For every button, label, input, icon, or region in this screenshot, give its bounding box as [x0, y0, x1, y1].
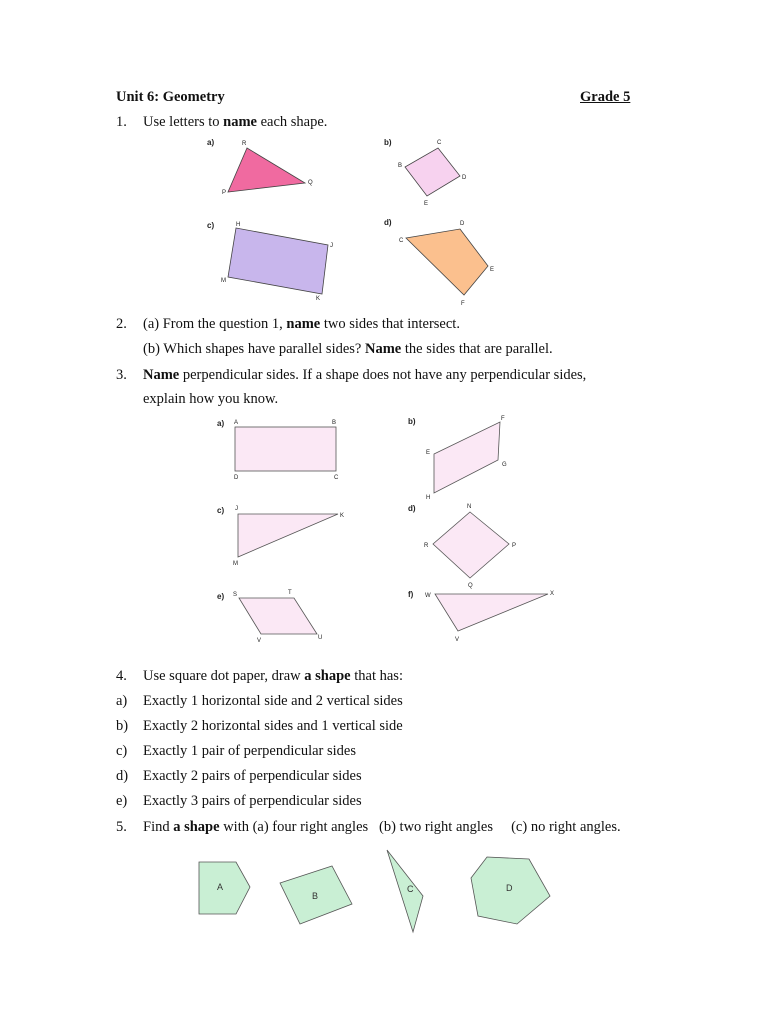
q2-number: 2.	[116, 316, 127, 332]
svg-text:E: E	[490, 267, 495, 273]
svg-text:D: D	[234, 475, 239, 481]
q1-fig-c-label: c)	[207, 221, 215, 230]
svg-text:C: C	[407, 884, 414, 894]
svg-text:P: P	[512, 543, 517, 549]
q5-text: Find a shape with (a) four right angles (b) two right angles (c) no right angles.	[143, 819, 621, 835]
svg-text:B: B	[332, 420, 337, 426]
svg-text:G: G	[502, 462, 507, 468]
q5-shape-c	[387, 850, 423, 932]
q1-number: 1.	[116, 114, 127, 130]
svg-text:U: U	[318, 635, 323, 641]
q3-shape-f	[408, 590, 554, 643]
svg-text:W: W	[425, 593, 431, 599]
q3-fig-c-label: c)	[217, 506, 225, 515]
svg-text:T: T	[288, 590, 292, 596]
svg-text:M: M	[233, 561, 238, 567]
q2-part-b: (b) Which shapes have parallel sides? Name the sides that are parallel.	[143, 341, 553, 357]
q1-fig-d-label: d)	[384, 218, 392, 227]
svg-text:R: R	[242, 141, 247, 147]
q1-text: Use letters to name each shape.	[143, 114, 328, 130]
svg-text:H: H	[236, 222, 241, 228]
q1-shape-a	[207, 138, 313, 196]
grade-label: Grade 5	[580, 89, 631, 105]
q5-shape-a	[199, 862, 250, 914]
q5-shape-b	[280, 866, 352, 924]
svg-text:D: D	[460, 221, 465, 227]
q3-shape-b	[408, 416, 507, 501]
q3-text-line2: explain how you know.	[143, 391, 279, 407]
unit-title: Unit 6: Geometry	[116, 89, 225, 105]
svg-text:D: D	[506, 883, 513, 893]
q3-figures	[212, 413, 572, 648]
q4-number: 4.	[116, 668, 127, 684]
svg-text:A: A	[234, 420, 239, 426]
svg-text:S: S	[233, 592, 238, 598]
svg-text:M: M	[221, 278, 226, 284]
svg-text:E: E	[426, 450, 431, 456]
svg-text:V: V	[257, 638, 262, 644]
svg-text:Q: Q	[308, 180, 313, 186]
svg-text:K: K	[316, 296, 321, 302]
svg-text:N: N	[467, 504, 472, 510]
q3-fig-d-label: d)	[408, 504, 416, 513]
q1-shape-c	[207, 221, 333, 302]
q3-shape-d	[408, 504, 516, 589]
q1-fig-b-label: b)	[384, 138, 392, 147]
q5-figures	[190, 844, 560, 944]
q4-text: Use square dot paper, draw a shape that has:	[143, 668, 403, 684]
svg-text:A: A	[217, 882, 224, 892]
svg-text:V: V	[455, 637, 460, 643]
q1-fig-a-label: a)	[207, 138, 215, 147]
q3-number: 3.	[116, 367, 127, 383]
svg-text:Q: Q	[468, 583, 473, 589]
svg-text:C: C	[334, 475, 339, 481]
svg-text:C: C	[399, 238, 404, 244]
q5-shape-d	[471, 857, 550, 924]
q3-text: Name perpendicular sides. If a shape does not have any perpendicular sides,	[143, 367, 587, 383]
svg-text:F: F	[461, 301, 465, 307]
svg-text:X: X	[550, 591, 555, 597]
svg-text:K: K	[340, 513, 345, 519]
svg-text:C: C	[437, 140, 442, 146]
svg-text:B: B	[398, 163, 403, 169]
svg-text:B: B	[312, 891, 319, 901]
svg-text:F: F	[501, 416, 505, 422]
svg-text:D: D	[462, 175, 467, 181]
q3-shape-a	[217, 419, 339, 481]
svg-text:J: J	[330, 243, 333, 249]
q1-figures	[200, 132, 510, 307]
svg-text:H: H	[426, 495, 431, 501]
q3-fig-a-label: a)	[217, 419, 225, 428]
q3-fig-f-label: f)	[408, 590, 414, 599]
svg-text:J: J	[235, 506, 238, 512]
q1-shape-d	[384, 218, 494, 307]
q2-part-a: (a) From the question 1, name two sides that intersect.	[143, 316, 460, 332]
q5-number: 5.	[116, 819, 127, 835]
svg-text:R: R	[424, 543, 429, 549]
q3-shape-c	[217, 506, 344, 567]
q3-fig-b-label: b)	[408, 417, 416, 426]
svg-text:P: P	[222, 190, 227, 196]
q3-shape-e	[217, 590, 322, 644]
q1-shape-b	[384, 138, 467, 207]
q3-fig-e-label: e)	[217, 592, 225, 601]
svg-text:E: E	[424, 201, 429, 207]
